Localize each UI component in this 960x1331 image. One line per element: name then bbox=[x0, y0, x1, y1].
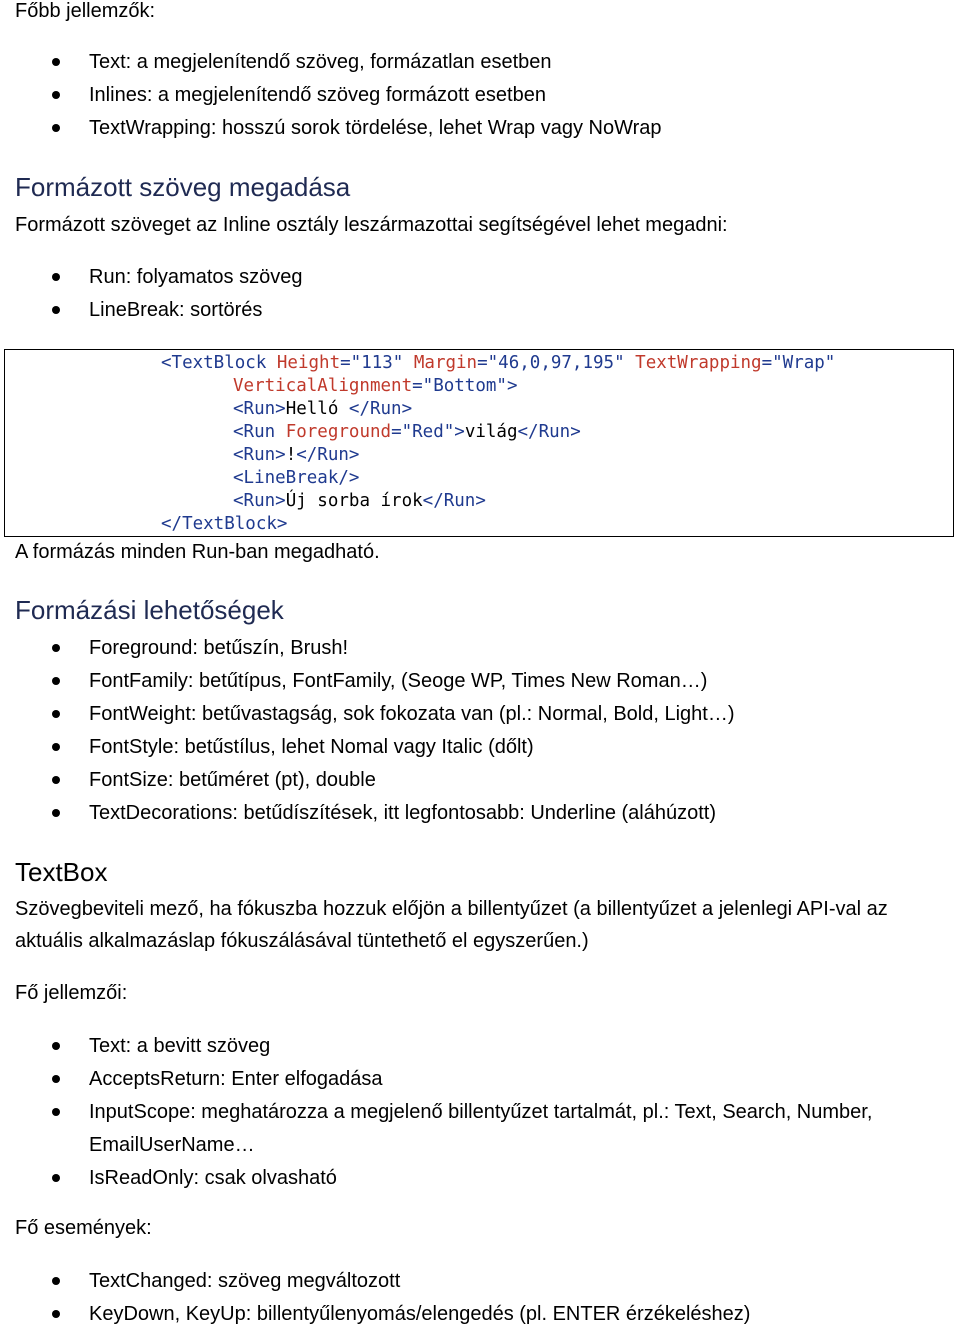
code-value: ="46,0,97,195" bbox=[477, 353, 625, 373]
code-line bbox=[233, 421, 581, 444]
textbox-events-label: Fő események: bbox=[15, 1217, 152, 1239]
code-text: Helló bbox=[285, 399, 349, 419]
code-attr: TextWrapping bbox=[624, 353, 762, 373]
code-tag: <Run bbox=[233, 422, 276, 442]
code-line bbox=[233, 467, 359, 490]
textbox-intro: Szövegbeviteli mező, ha fókuszba hozzuk előjön a billentyűzet (a billentyűzet a jelenlegi API-val az aktuális alkalmazáslap fókuszálásával tüntethető el egyszerűen.) bbox=[15, 898, 888, 952]
formatted-note: A formázás minden Run-ban megadható. bbox=[15, 541, 380, 563]
formatted-intro: Formázott szöveget az Inline osztály leszármazottai segítségével lehet megadni: bbox=[15, 214, 728, 236]
code-attr: Foreground bbox=[275, 422, 392, 442]
code-line bbox=[161, 513, 287, 536]
list-item: FontSize: betűméret (pt), double bbox=[0, 764, 960, 797]
formatted-heading: Formázott szöveg megadása bbox=[15, 172, 351, 202]
code-value: ="113" bbox=[340, 353, 404, 373]
list-item: Text: a bevitt szöveg bbox=[0, 1030, 960, 1063]
list-item: AcceptsReturn: Enter elfogadása bbox=[0, 1063, 960, 1096]
code-attr: Height bbox=[266, 353, 341, 373]
formatted-items-list bbox=[0, 261, 960, 327]
code-text: Új sorba írok bbox=[285, 491, 423, 511]
list-item: Run: folyamatos szöveg bbox=[0, 261, 960, 294]
list-item: IsReadOnly: csak olvasható bbox=[0, 1162, 960, 1195]
code-tag: </TextBlock> bbox=[161, 514, 288, 534]
code-tag: <Run> bbox=[233, 399, 286, 419]
list-item: KeyDown, KeyUp: billentyűlenyomás/elengedés (pl. ENTER érzékeléshez) bbox=[0, 1298, 960, 1331]
code-value: ="Red"> bbox=[391, 422, 465, 442]
code-tag: </Run> bbox=[348, 399, 413, 419]
list-item: FontFamily: betűtípus, FontFamily, (Seoge WP, Times New Roman…) bbox=[0, 665, 960, 698]
code-text: világ bbox=[464, 422, 518, 442]
list-item: InputScope: meghatározza a megjelenő billentyűzet tartalmát, pl.: Text, Search, Number, EmailUserName… bbox=[0, 1096, 960, 1162]
list-item: TextWrapping: hosszú sorok tördelése, lehet Wrap vagy NoWrap bbox=[0, 112, 960, 145]
code-line bbox=[233, 490, 486, 513]
main-features-label: Főbb jellemzők: bbox=[15, 0, 156, 22]
list-item: FontStyle: betűstílus, lehet Nomal vagy Italic (dőlt) bbox=[0, 731, 960, 764]
code-line bbox=[233, 375, 517, 398]
list-item: Foreground: betűszín, Brush! bbox=[0, 632, 960, 665]
code-sample-box bbox=[4, 349, 954, 537]
code-line bbox=[233, 398, 412, 421]
code-tag: <Run> bbox=[233, 445, 286, 465]
list-item: TextDecorations: betűdíszítések, itt legfontosabb: Underline (aláhúzott) bbox=[0, 797, 960, 830]
code-line bbox=[233, 444, 359, 467]
code-tag: <TextBlock bbox=[161, 353, 267, 373]
list-item: Text: a megjelenítendő szöveg, formázatlan esetben bbox=[0, 46, 960, 79]
code-tag: </Run> bbox=[517, 422, 581, 442]
options-list bbox=[0, 632, 960, 830]
textbox-events-list bbox=[0, 1265, 960, 1331]
code-text: ! bbox=[285, 445, 297, 465]
textbox-features-list bbox=[0, 1030, 960, 1195]
textbox-heading: TextBox bbox=[15, 857, 108, 887]
list-item: FontWeight: betűvastagság, sok fokozata van (pl.: Normal, Bold, Light…) bbox=[0, 698, 960, 731]
options-heading: Formázási lehetőségek bbox=[15, 595, 284, 625]
textbox-features-label: Fő jellemzői: bbox=[15, 982, 128, 1004]
list-item: TextChanged: szöveg megváltozott bbox=[0, 1265, 960, 1298]
code-value: ="Bottom"> bbox=[412, 376, 518, 396]
code-line bbox=[161, 352, 835, 375]
code-tag: </Run> bbox=[296, 445, 360, 465]
code-tag: </Run> bbox=[422, 491, 486, 511]
code-attr: Margin bbox=[403, 353, 478, 373]
list-item: Inlines: a megjelenítendő szöveg formázott esetben bbox=[0, 79, 960, 112]
code-tag: <Run> bbox=[233, 491, 286, 511]
code-value: ="Wrap" bbox=[761, 353, 836, 373]
code-tag: <LineBreak/> bbox=[233, 468, 360, 488]
main-features-list bbox=[0, 46, 960, 145]
list-item: LineBreak: sortörés bbox=[0, 294, 960, 327]
code-attr: VerticalAlignment bbox=[233, 376, 413, 396]
